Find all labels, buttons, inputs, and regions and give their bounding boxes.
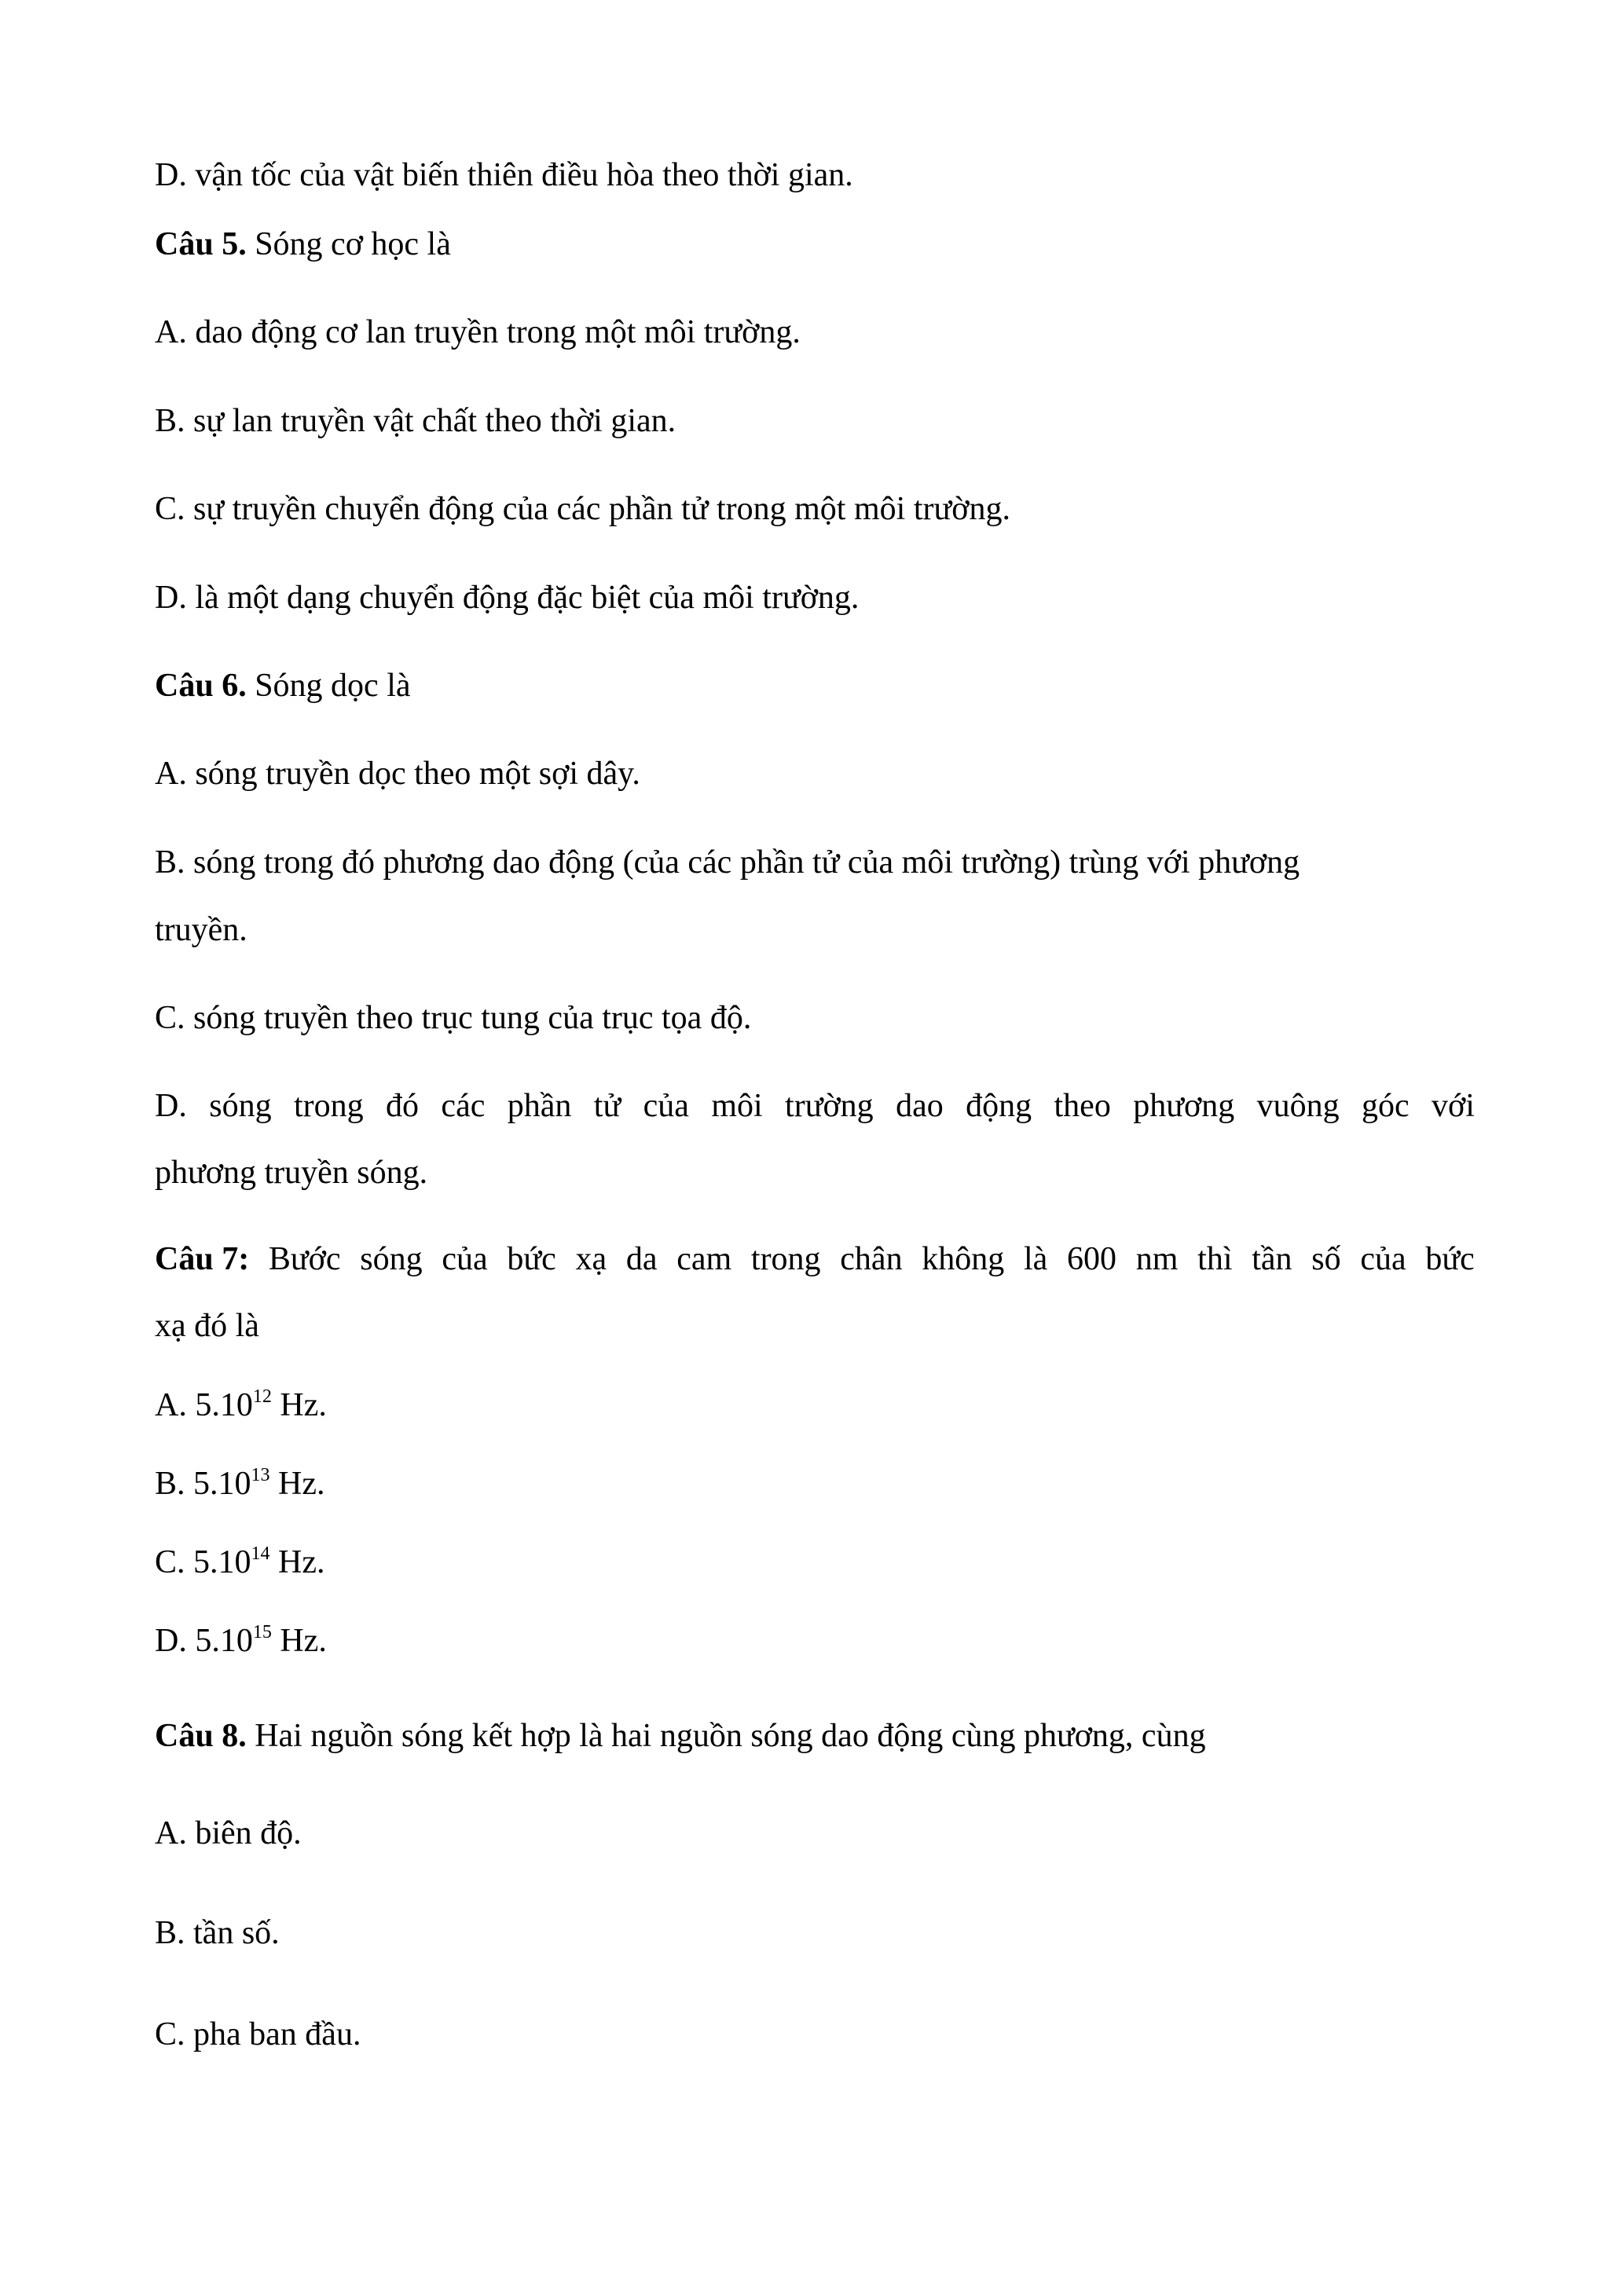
q5-stem-text: Sóng cơ học là — [246, 226, 451, 262]
q6-option-b-line1: B. sóng trong đó phương dao động (của các phần tử của môi trường) trùng với phương — [155, 844, 1300, 881]
q6-label: Câu 6. — [155, 668, 247, 704]
word: theo — [1054, 1088, 1111, 1124]
q6-option-b-line2: truyền. — [155, 912, 247, 948]
q8-option-c: C. pha ban đầu. — [155, 2016, 361, 2052]
word: của — [442, 1241, 488, 1277]
word: phần — [507, 1088, 572, 1124]
word: là — [1024, 1241, 1048, 1277]
option-exponent: 12 — [252, 1386, 272, 1407]
word: tần — [1252, 1241, 1292, 1277]
word: đó — [386, 1088, 420, 1124]
word: tử — [593, 1088, 621, 1124]
q5-option-c: C. sự truyền chuyển động của các phần tử trong một môi trường. — [155, 491, 1010, 527]
word: bức — [507, 1241, 556, 1277]
q6-option-a: A. sóng truyền dọc theo một sợi dây. — [155, 756, 640, 792]
word: trường — [785, 1088, 874, 1124]
q8-option-a: A. biên độ. — [155, 1815, 302, 1851]
word: của — [643, 1088, 689, 1124]
q5-stem — [155, 228, 451, 261]
word: trong — [750, 1241, 821, 1277]
word: nm — [1135, 1241, 1179, 1277]
word: môi — [711, 1088, 763, 1124]
q8-stem — [155, 1719, 1206, 1752]
q8-stem-text: Hai nguồn sóng kết hợp là hai nguồn sóng dao động cùng phương, cùng — [246, 1718, 1206, 1754]
option-unit: Hz. — [271, 1387, 327, 1423]
q6-stem — [155, 669, 411, 702]
word: xạ — [575, 1241, 607, 1277]
word: động — [966, 1088, 1032, 1124]
q6-stem-text: Sóng dọc là — [246, 668, 411, 704]
q7-stem-line2: xạ đó là — [155, 1308, 259, 1344]
word: góc — [1361, 1088, 1410, 1124]
q7-option-c — [155, 1543, 325, 1580]
q6-option-d-line2: phương truyền sóng. — [155, 1155, 428, 1191]
q5-option-a: A. dao động cơ lan truyền trong một môi trường. — [155, 314, 801, 350]
option-prefix: A. 5.10 — [155, 1387, 253, 1423]
q7-label: Câu 7: — [155, 1241, 250, 1277]
q5-option-d: D. là một dạng chuyển động đặc biệt của môi trường. — [155, 580, 860, 616]
word: của — [1360, 1241, 1406, 1277]
q5-option-b: B. sự lan truyền vật chất theo thời gian. — [155, 403, 676, 439]
word: thì — [1197, 1241, 1233, 1277]
word: cam — [676, 1241, 732, 1277]
word: phương — [1133, 1088, 1235, 1124]
word: sóng — [209, 1088, 272, 1124]
word: 600 — [1067, 1241, 1117, 1277]
option-prefix: D. 5.10 — [155, 1623, 253, 1659]
q7-stem-line1 — [155, 1243, 1475, 1276]
word: vuông — [1256, 1088, 1340, 1124]
option-prefix: C. 5.10 — [155, 1544, 251, 1580]
q8-label: Câu 8. — [155, 1718, 247, 1754]
word: các — [441, 1088, 486, 1124]
q7-option-b — [155, 1467, 325, 1500]
word: với — [1432, 1088, 1475, 1124]
word: chân — [840, 1241, 903, 1277]
q4-option-d: D. vận tốc của vật biến thiên điều hòa theo thời gian. — [155, 157, 853, 193]
word: trong — [293, 1088, 364, 1124]
option-exponent: 13 — [251, 1465, 270, 1485]
option-exponent: 15 — [252, 1622, 272, 1642]
word: Bước — [268, 1241, 341, 1277]
word: D. — [155, 1088, 187, 1124]
word: số — [1311, 1241, 1341, 1277]
option-unit: Hz. — [269, 1544, 325, 1580]
word: da — [625, 1241, 658, 1277]
option-unit: Hz. — [269, 1466, 325, 1502]
word: bức — [1425, 1241, 1475, 1277]
q8-option-b: B. tần số. — [155, 1915, 280, 1951]
q5-label: Câu 5. — [155, 226, 247, 262]
option-unit: Hz. — [271, 1623, 327, 1659]
q7-option-a — [155, 1386, 327, 1423]
word: dao — [896, 1088, 944, 1124]
word: sóng — [360, 1241, 423, 1277]
word: không — [922, 1241, 1005, 1277]
option-prefix: B. 5.10 — [155, 1466, 251, 1502]
option-exponent: 14 — [251, 1543, 270, 1564]
q6-option-c: C. sóng truyền theo trục tung của trục tọa độ. — [155, 1000, 752, 1036]
q7-option-d — [155, 1624, 327, 1657]
q6-option-d-line1 — [155, 1089, 1475, 1122]
